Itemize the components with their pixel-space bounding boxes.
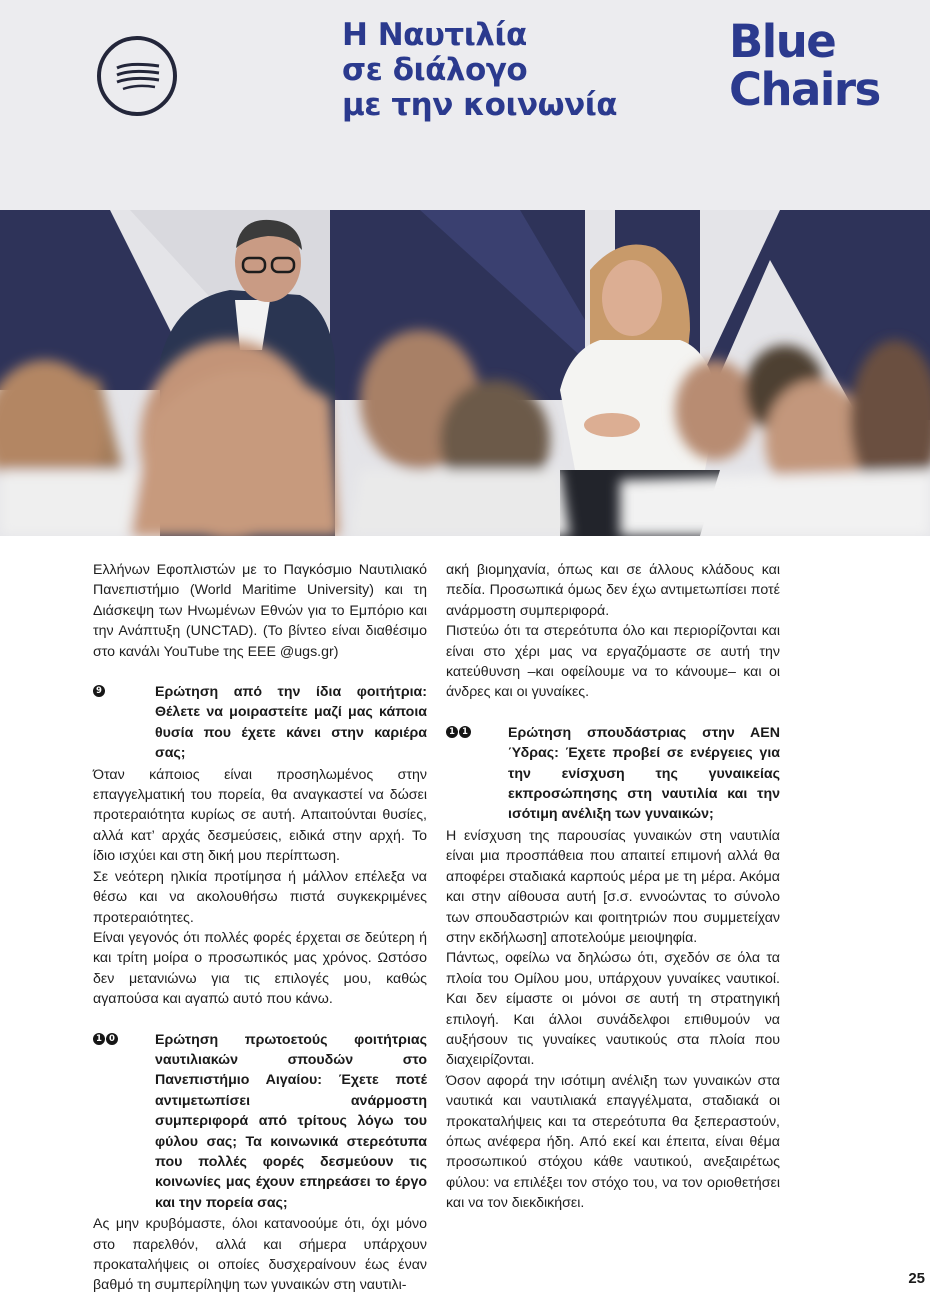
- badge-digit: 1: [446, 726, 458, 738]
- left-column: [93, 560, 427, 1296]
- badge-digit: 1: [459, 726, 471, 738]
- question-text: Ερώτηση σπουδάστριας στην ΑΕΝ Ύδρας: Έχετε προβεί σε ενέργειες για την ενίσχυση της γυναικείας εκπροσώπησης στη ναυτιλία και την ισότιμη ανέλιξη των γυναικών;: [508, 724, 780, 823]
- answer-paragraph: ακή βιομηχανία, όπως και σε άλλους κλάδους και πεδία. Προσωπικά όμως δεν έχω αντιμετωπίσει ποτέ ανάρμοστη συμπεριφορά.: [446, 562, 780, 619]
- answer-paragraph: Πιστεύω ότι τα στερεότυπα όλο και περιορίζονται και είναι στο χέρι μας να εργαζόμαστε σε αυτή την κατεύθυνση –και οφείλουμε να το κάνουμε– και οι άνδρες και οι γυναίκες.: [446, 623, 780, 701]
- question-10: [93, 1030, 427, 1214]
- answer-paragraph: Πάντως, οφείλω να δηλώσω ότι, σχεδόν σε όλα τα πλοία του Ομίλου μου, υπάρχουν γυναίκες ναυτικοί. Και δεν είμαστε οι μόνοι σε αυτή τη στρατηγική επιλογή. Και άλλοι συνάδελφοι επιθυμούν να αυξήσουν τις γυναίκες ναυτικούς στα πλοία που διαχειρίζονται.: [446, 950, 780, 1069]
- audience-and-speakers: [0, 0, 930, 536]
- banner-title-line: Η Ναυτιλία: [342, 17, 527, 53]
- badge-digit: 9: [93, 685, 105, 697]
- question-number-badge: [446, 726, 471, 738]
- answer-paragraph: Σε νεότερη ηλικία προτίμησα ή μάλλον επέλεξα να θέσω και να ακολουθήσω πιστά συγκεκριμένες προτεραιότητες.: [93, 868, 427, 926]
- right-column: [446, 560, 780, 1214]
- question-number-badge: [93, 1033, 118, 1045]
- question-text: Ερώτηση από την ίδια φοιτήτρια: Θέλετε να μοιραστείτε μαζί μας κάποια θυσία που έχετε κάνει στην καριέρα σας;: [155, 684, 427, 762]
- page-number: 25: [908, 1270, 925, 1287]
- brand-line: Chairs: [729, 63, 880, 116]
- answer-paragraph: Όταν κάποιος είναι προσηλωμένος στην επαγγελματική του πορεία, θα αναγκαστεί να δώσει προτεραιότητα κυρίως σε αυτή. Απαιτούνται θυσίες, αλλά κατ’ αρχάς δεσμεύσεις, ειδικά στην αρχή. Το ίδιο ισχύει και στη δική μου περίπτωση.: [93, 766, 427, 865]
- banner-title-line: σε διάλογο: [342, 52, 528, 88]
- answer-paragraph: Ας μην κρυβόμαστε, όλοι κατανοούμε ότι, όχι μόνο στο παρελθόν, αλλά και σήμερα υπάρχουν προκαταλήψεις οι οποίες δυσχεραίνουν έως έναν βαθμό τη συμπερίληψη των γυναικών στη ναυτιλι-: [93, 1216, 427, 1294]
- brand-line: Blue: [729, 15, 836, 68]
- answer-paragraph: Η ενίσχυση της παρουσίας γυναικών στη ναυτιλία είναι μια προσπάθεια που απαιτεί επιμονή αλλά θα αποφέρει σταδιακά καρπούς μέρα με τη μέρα. Ακόμα και στην αίθουσα αυτή [σ.σ. εννοώντας το σύνολο των σπουδαστριών και φοιτητριών που συμμετείχαν στην εκδήλωση] αποτελούμε μειοψηφία.: [446, 827, 780, 946]
- event-photo: [0, 0, 930, 536]
- question-text: Ερώτηση πρωτοετούς φοιτήτριας ναυτιλιακών σπουδών στο Πανεπιστήμιο Αιγαίου: Έχετε ποτέ αντιμετωπίσει ανάρμοστη συμπεριφορά από τρίτους λόγω του φύλου σας; Τα κοινωνικά στερεότυπα που πολλές φορές δεσμεύουν τις κοινωνίες μας έχουν επηρεάσει το έργο και την πορεία σας;: [155, 1031, 427, 1211]
- answer-paragraph: Όσον αφορά την ισότιμη ανέλιξη των γυναικών στα ναυτικά και ναυτιλιακά επαγγέλματα, σταδιακά οι προκαταλήψεις και τα στερεότυπα θα ξεπεραστούν, όπως ανέφερα ήδη. Από εκεί και έπειτα, είναι θέμα προσωπικού στόχου κάθε ναυτικού, ανεξαιρέτως φύλου: να επιλέξει τον στόχο του, να τον οριοθετήσει και να τον διεκδικήσει.: [446, 1072, 780, 1212]
- banner-title-line: με την κοινωνία: [342, 87, 618, 123]
- question-number-badge: [93, 685, 105, 697]
- answer-paragraph: Είναι γεγονός ότι πολλές φορές έρχεται σε δεύτερη ή και τρίτη μοίρα ο προσωπικός μας χρόνος. Ωστόσο δεν μετανιώνω για τις επιλογές μου, καθώς αγαπούσα και αγαπώ αυτό που κάνω.: [93, 929, 427, 1008]
- question-11: [446, 723, 780, 825]
- audience: [0, 330, 930, 536]
- question-9: [93, 682, 427, 764]
- intro-paragraph: Ελλήνων Εφοπλιστών με το Παγκόσμιο Ναυτιλιακό Πανεπιστήμιο (World Maritime University) και τη Διάσκεψη των Ηνωμένων Εθνών για το Εμπόριο και την Ανάπτυξη (UNCTAD). (Το βίντεο είναι διαθέσιμο στο κανάλι YouTube της ΕΕΕ @ugs.gr): [93, 562, 427, 660]
- badge-digit: 1: [93, 1033, 105, 1045]
- badge-digit: 0: [106, 1033, 118, 1045]
